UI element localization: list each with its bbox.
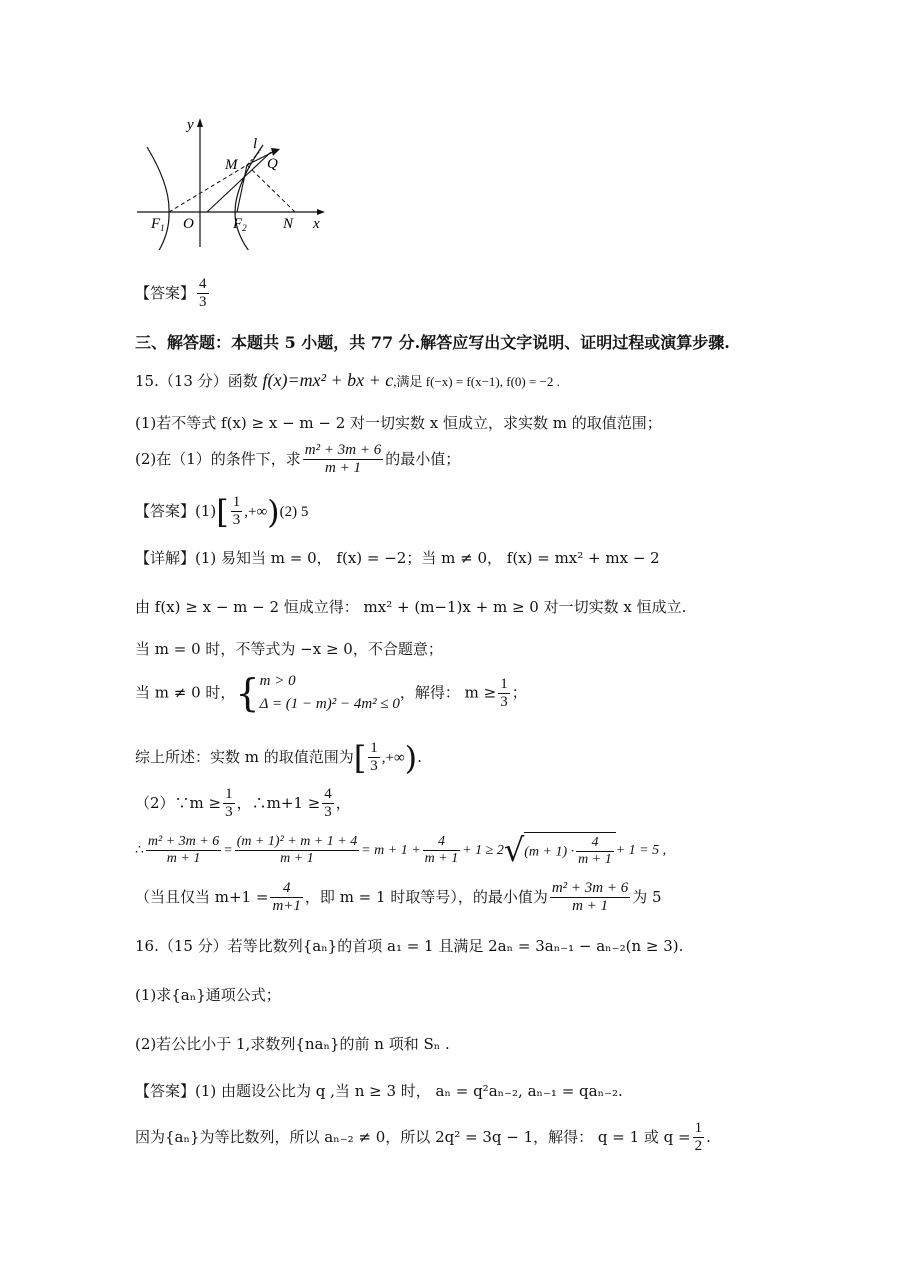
q15-chain: ∴ $\frac{\text{m² + 3m + 6}}{m + 1}$ = $\frac{\text{(m + 1)² + m + 1 + 4}}{m + 1}$ = m + 1 + $\frac{4}{m + 1}$ + 1 ≥ 2√(m + 1) · $\frac{4}{m + 1}$ + 1 = 5 ,: [135, 831, 667, 870]
f2-m-line: [237, 165, 247, 212]
answer-tag: 【答案】: [135, 283, 196, 302]
q16-part2: (2)若公比小于 1,求数列{naₙ}的前 n 项和 Sₙ .: [135, 1035, 450, 1053]
left-branch: [147, 147, 169, 250]
q16-stem: 16.（15 分）若等比数列{aₙ}的首项 a₁ = 1 且满足 2aₙ = 3aₙ₋₁ − aₙ₋₂(n ≥ 3).: [135, 937, 684, 955]
q16-part1: (1)求{aₙ}通项公式；: [135, 986, 281, 1004]
q15-stem: [135, 370, 560, 391]
label-x: x: [313, 216, 320, 232]
q15-detail-2: 由 f(x) ≥ x − m − 2 恒成立得： mx² + (m−1)x + m ≥ 0 对一切实数 x 恒成立.: [135, 598, 687, 616]
label-n: N: [283, 216, 294, 232]
q16-answer-2: 因为{aₙ}为等比数列，所以 aₙ₋₂ ≠ 0，所以 2q² = 3q − 1，解得： q = 1 或 q = $\frac{1}{2}$ .: [135, 1120, 711, 1155]
q16-answer-1: 【答案】(1) 由题设公比为 q ,当 n ≥ 3 时， aₙ = q²aₙ₋₂, aₙ₋₁ = qaₙ₋₂.: [135, 1082, 623, 1100]
m-n-line: [247, 165, 295, 212]
q15-detail-4: 当 m ≠ 0 时，{ m > 0 Δ = (1 − m)² − 4m² ≤ 0 ，解得： m ≥ $\frac{1}{3}$ ；: [135, 671, 527, 716]
x-axis-arrow: [317, 209, 325, 215]
q15-cond: ,满足 f(−x) = f(x−1), f(0) = −2 .: [393, 374, 560, 389]
q15-equality: （当且仅当 m+1 = $\frac{4}{m+1}$ ，即 m = 1 时取等号），的最小值为 $\frac{\text{m² + 3m + 6}}{m + 1}$ 为 5: [135, 880, 662, 915]
label-f1: $F_1$: [151, 216, 165, 233]
label-q: Q: [267, 156, 278, 172]
q15-func: f(x)=mx² + bx + c: [262, 370, 394, 390]
q15-detail-1: 【详解】(1) 易知当 m = 0， f(x) = −2；当 m ≠ 0， f(x) = mx² + mx − 2: [135, 549, 660, 567]
section3-heading: 三、解答题：本题共 5 小题，共 77 分.解答应写出文字说明、证明过程或演算步骤.: [135, 333, 730, 352]
q15-number: 15.（13 分）函数: [135, 372, 263, 390]
q15-detail-5: 综上所述：实数 m 的取值范围为[ $\frac{1}{3}$ ,+∞).: [135, 738, 422, 777]
label-f2: $F_2$: [233, 216, 247, 233]
label-y: y: [187, 117, 194, 133]
label-l: l: [253, 136, 258, 152]
y-axis-arrow: [197, 118, 203, 127]
q15-part1: (1)若不等式 f(x) ≥ x − m − 2 对一切实数 x 恒成立，求实数 m 的取值范围；: [135, 414, 662, 432]
answer-num: 4: [197, 276, 209, 294]
label-o: O: [183, 216, 194, 232]
q14-answer: [135, 276, 211, 312]
q15-detail-3: 当 m = 0 时，不等式为 −x ≥ 0，不合题意；: [135, 640, 443, 658]
hyperbola-figure: [135, 115, 330, 250]
answer-den: 3: [199, 294, 207, 311]
q15-part2: (2)在（1）的条件下，求 $\frac{\text{m² + 3m + 6}}{m + 1}$ 的最小值；: [135, 442, 461, 477]
q15-part2-detail: （2）∵m ≥ $\frac{1}{3}$ ，∴m+1 ≥ $\frac{4}{3}$ ，: [135, 786, 351, 821]
label-m: M: [225, 157, 238, 173]
q15-answer: 【答案】(1)[ $\frac{1}{3}$ ,+∞)(2) 5: [135, 492, 309, 531]
right-branch: [235, 145, 263, 250]
arrow-q-head: [271, 148, 280, 156]
